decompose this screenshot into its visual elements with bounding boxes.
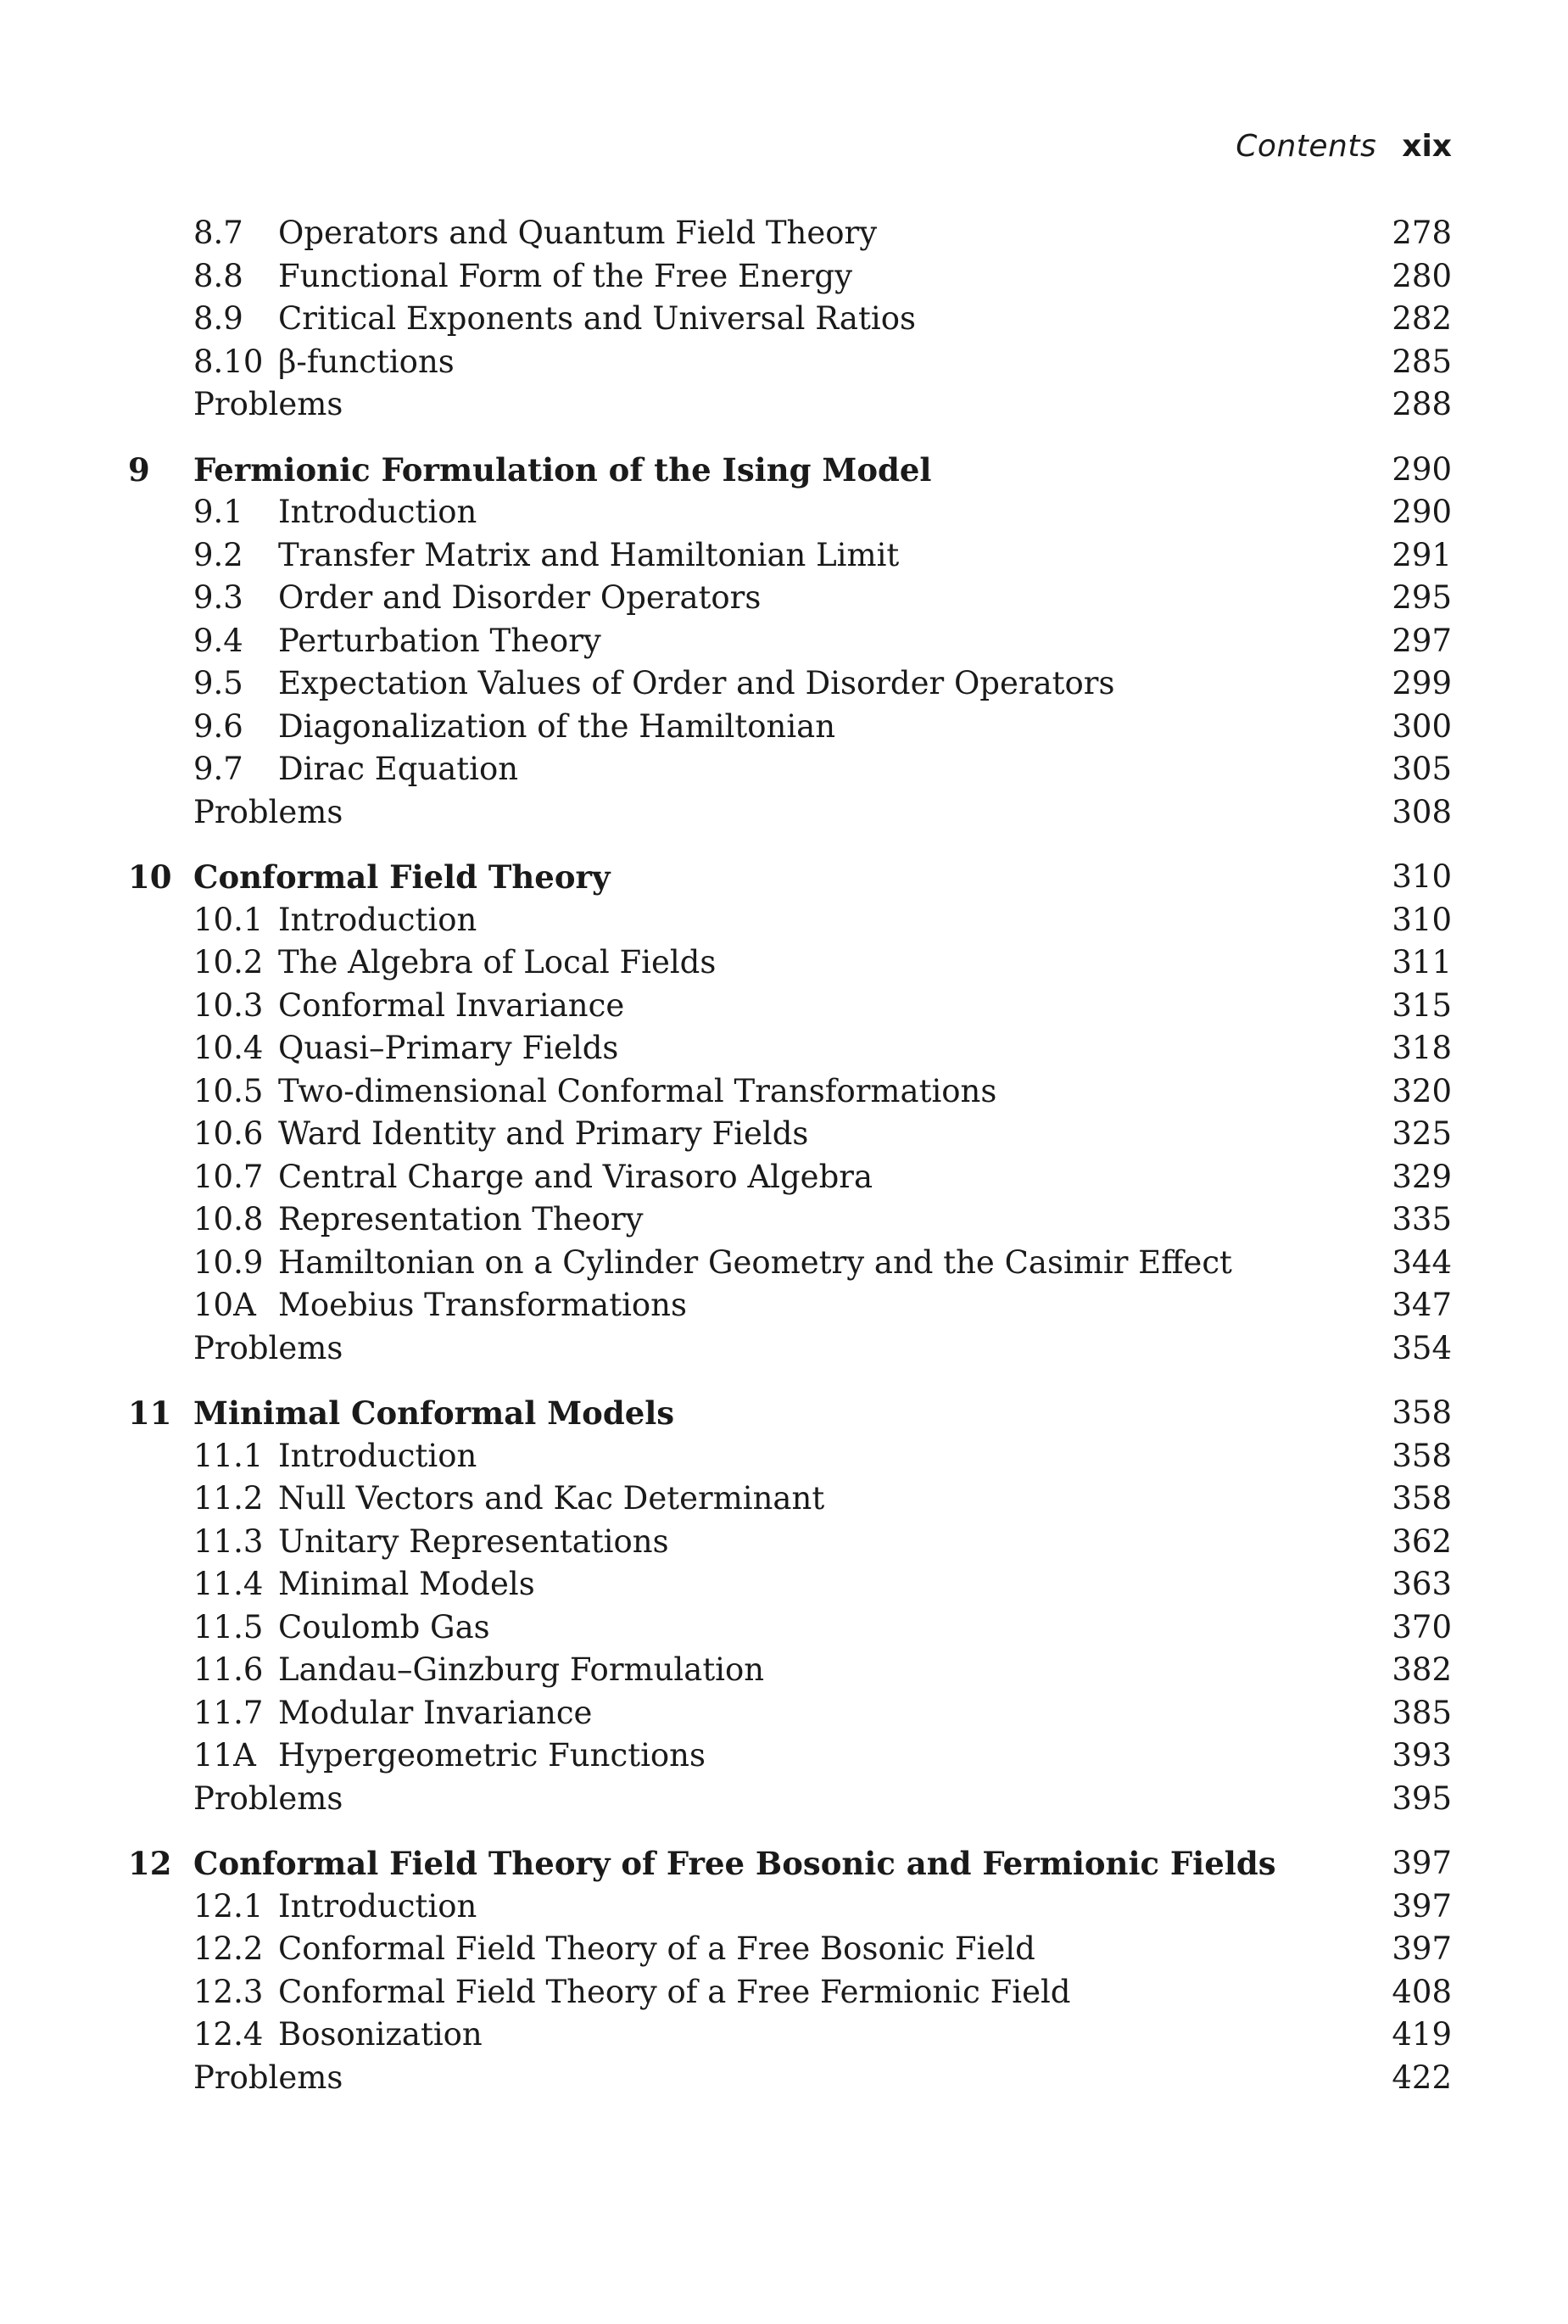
entry-page-number: 315: [1392, 986, 1452, 1024]
entry-page-number: 393: [1392, 1737, 1452, 1774]
entry-page-number: 335: [1392, 1201, 1452, 1237]
entry-page-number: 310: [1392, 901, 1452, 938]
problems-title: Problems: [193, 1779, 343, 1817]
toc-section-row[interactable]: [0, 1435, 1568, 1478]
problems-title: Problems: [193, 386, 343, 422]
chapter-number: 11: [128, 1394, 172, 1432]
toc-section-row[interactable]: [0, 1606, 1568, 1650]
section-number: 11.3: [193, 1522, 264, 1560]
entry-page-number: 318: [1392, 1030, 1452, 1066]
chapter-title: Conformal Field Theory of Free Bosonic and Fermionic Fields: [193, 1845, 1276, 1882]
toc-section-row[interactable]: [0, 1735, 1568, 1778]
entry-page-number: 419: [1392, 2016, 1452, 2053]
entry-page-number: 299: [1392, 665, 1452, 701]
section-title: Coulomb Gas: [278, 1608, 490, 1645]
toc-problems-row[interactable]: [0, 1327, 1568, 1371]
toc-section-row[interactable]: [0, 2014, 1568, 2057]
toc-section-row[interactable]: [0, 985, 1568, 1028]
entry-page-number: 344: [1392, 1243, 1452, 1281]
section-title: Ward Identity and Primary Fields: [278, 1115, 809, 1152]
entry-page-number: 310: [1392, 858, 1452, 895]
toc-section-row[interactable]: [0, 748, 1568, 791]
chapter-number: 12: [128, 1845, 172, 1882]
chapter-title: Fermionic Formulation of the Ising Model: [193, 450, 932, 489]
section-title: Transfer Matrix and Hamiltonian Limit: [278, 536, 900, 573]
entry-page-number: 370: [1392, 1608, 1452, 1645]
section-number: 11.6: [193, 1651, 264, 1688]
section-title: Landau–Ginzburg Formulation: [278, 1651, 765, 1688]
entry-page-number: 362: [1392, 1522, 1452, 1560]
entry-page-number: 311: [1392, 944, 1452, 980]
section-title: Moebius Transformations: [278, 1287, 687, 1323]
entry-page-number: 358: [1392, 1437, 1452, 1474]
toc-section-row[interactable]: [0, 1242, 1568, 1285]
section-title: Introduction: [278, 1887, 477, 1925]
entry-page-number: 329: [1392, 1158, 1452, 1195]
section-number: 9.2: [193, 536, 243, 573]
section-number: 9.7: [193, 751, 243, 787]
entry-page-number: 320: [1392, 1072, 1452, 1109]
toc-chapter-row[interactable]: [0, 1392, 1568, 1435]
section-title: Critical Exponents and Universal Ratios: [278, 300, 916, 337]
toc-section-row[interactable]: [0, 1198, 1568, 1242]
section-title: Diagonalization of the Hamiltonian: [278, 707, 836, 745]
section-number: 10.7: [193, 1158, 264, 1195]
entry-page-number: 408: [1392, 1973, 1452, 2010]
entry-page-number: 291: [1392, 536, 1452, 573]
section-title: Expectation Values of Order and Disorder Operators: [278, 665, 1115, 701]
section-title: Null Vectors and Kac Determinant: [278, 1480, 825, 1517]
entry-page-number: 300: [1392, 707, 1452, 745]
toc-section-row[interactable]: [0, 1928, 1568, 1971]
toc-section-row[interactable]: [0, 1070, 1568, 1114]
toc-section-row[interactable]: [0, 255, 1568, 299]
entry-page-number: 325: [1392, 1115, 1452, 1152]
section-number: 11.2: [193, 1480, 264, 1517]
section-number: 9.5: [193, 665, 243, 701]
section-title: Modular Invariance: [278, 1694, 593, 1731]
chapter-number: 10: [128, 858, 172, 896]
section-title: Central Charge and Virasoro Algebra: [278, 1158, 873, 1195]
entry-page-number: 290: [1392, 494, 1452, 530]
section-number: 9.4: [193, 622, 243, 659]
toc-section-row[interactable]: [0, 1649, 1568, 1692]
toc-chapter-row[interactable]: [0, 1842, 1568, 1885]
toc-problems-row[interactable]: [0, 383, 1568, 427]
toc-section-row[interactable]: [0, 1027, 1568, 1070]
toc-section-row[interactable]: [0, 298, 1568, 341]
section-title: Functional Form of the Free Energy: [278, 257, 852, 294]
toc-section-row[interactable]: [0, 1156, 1568, 1199]
entry-page-number: 395: [1392, 1779, 1452, 1817]
toc-section-row[interactable]: [0, 491, 1568, 534]
section-number: 10.2: [193, 944, 264, 980]
toc-section-row[interactable]: [0, 1113, 1568, 1156]
section-title: Conformal Field Theory of a Free Bosonic Field: [278, 1930, 1035, 1967]
entry-page-number: 397: [1392, 1887, 1452, 1925]
entry-page-number: 278: [1392, 215, 1452, 251]
entry-page-number: 285: [1392, 343, 1452, 380]
table-of-contents: [0, 212, 1568, 2099]
section-number: 8.10: [193, 343, 264, 380]
section-number: 10.1: [193, 901, 264, 938]
problems-title: Problems: [193, 2059, 343, 2096]
entry-page-number: 354: [1392, 1329, 1452, 1366]
toc-problems-row[interactable]: [0, 2057, 1568, 2100]
entry-page-number: 422: [1392, 2059, 1452, 2096]
chapter-number: 9: [128, 450, 150, 489]
section-number: 10.4: [193, 1030, 264, 1066]
toc-section-row[interactable]: [0, 534, 1568, 578]
toc-section-row[interactable]: [0, 212, 1568, 255]
toc-section-row[interactable]: [0, 1885, 1568, 1929]
entry-page-number: 297: [1392, 622, 1452, 659]
toc-section-row[interactable]: [0, 1971, 1568, 2014]
toc-section-row[interactable]: [0, 1563, 1568, 1606]
page-number: xix: [1402, 129, 1452, 164]
chapter-title: Conformal Field Theory: [193, 858, 611, 896]
section-number: 10.6: [193, 1115, 264, 1152]
section-number: 12.3: [193, 1973, 264, 2010]
toc-chapter-row[interactable]: [0, 856, 1568, 899]
entry-page-number: 295: [1392, 579, 1452, 616]
toc-chapter-row[interactable]: [0, 449, 1568, 492]
running-header: [1236, 126, 1452, 168]
section-number: 10.5: [193, 1072, 264, 1109]
entry-page-number: 282: [1392, 300, 1452, 337]
entry-page-number: 385: [1392, 1694, 1452, 1731]
problems-title: Problems: [193, 1329, 343, 1366]
toc-section-row[interactable]: [0, 620, 1568, 663]
toc-section-row[interactable]: [0, 941, 1568, 985]
section-title: Hypergeometric Functions: [278, 1737, 706, 1774]
entry-page-number: 290: [1392, 450, 1452, 488]
section-title: Perturbation Theory: [278, 622, 601, 659]
entry-page-number: 288: [1392, 386, 1452, 422]
toc-section-row[interactable]: [0, 577, 1568, 620]
section-number: 9.3: [193, 579, 243, 616]
section-title: Quasi–Primary Fields: [278, 1030, 619, 1066]
toc-section-row[interactable]: [0, 706, 1568, 749]
toc-section-row[interactable]: [0, 662, 1568, 706]
section-title: Operators and Quantum Field Theory: [278, 215, 878, 251]
chapter-title: Minimal Conformal Models: [193, 1394, 675, 1432]
section-title: Order and Disorder Operators: [278, 579, 762, 616]
toc-section-row[interactable]: [0, 1692, 1568, 1735]
section-number: 10.9: [193, 1243, 264, 1281]
section-title: Introduction: [278, 494, 477, 530]
entry-page-number: 358: [1392, 1480, 1452, 1517]
entry-page-number: 363: [1392, 1566, 1452, 1602]
section-number: 12.2: [193, 1930, 264, 1967]
section-number: 10A: [193, 1287, 256, 1323]
section-title: Representation Theory: [278, 1201, 644, 1237]
section-number: 11.1: [193, 1437, 264, 1474]
section-title: Unitary Representations: [278, 1522, 669, 1560]
section-number: 8.9: [193, 300, 243, 337]
entry-page-number: 308: [1392, 793, 1452, 830]
section-title: Introduction: [278, 1437, 477, 1474]
section-number: 8.7: [193, 215, 243, 251]
section-title: Two-dimensional Conformal Transformations: [278, 1072, 997, 1109]
section-number: 9.6: [193, 707, 243, 745]
toc-section-row[interactable]: [0, 899, 1568, 942]
section-number: 11.5: [193, 1608, 264, 1645]
section-title: Introduction: [278, 901, 477, 938]
entry-page-number: 397: [1392, 1845, 1452, 1881]
section-title: Minimal Models: [278, 1566, 535, 1602]
section-number: 12.4: [193, 2016, 264, 2053]
entry-page-number: 397: [1392, 1930, 1452, 1967]
entry-page-number: 280: [1392, 257, 1452, 294]
entry-page-number: 382: [1392, 1651, 1452, 1688]
section-title: β-functions: [278, 343, 455, 380]
toc-problems-row[interactable]: [0, 1778, 1568, 1821]
section-title: The Algebra of Local Fields: [278, 944, 717, 980]
section-number: 8.8: [193, 257, 243, 294]
section-title: Bosonization: [278, 2016, 483, 2053]
toc-section-row[interactable]: [0, 1478, 1568, 1521]
problems-title: Problems: [193, 793, 343, 830]
section-number: 11.4: [193, 1566, 264, 1602]
section-number: 9.1: [193, 494, 243, 530]
section-number: 12.1: [193, 1887, 264, 1925]
entry-page-number: 358: [1392, 1394, 1452, 1431]
section-number: 11.7: [193, 1694, 264, 1731]
section-number: 10.8: [193, 1201, 264, 1237]
section-number: 10.3: [193, 986, 264, 1024]
entry-page-number: 305: [1392, 751, 1452, 787]
running-header-title: Contents: [1236, 129, 1377, 164]
section-title: Conformal Invariance: [278, 986, 625, 1024]
section-number: 11A: [193, 1737, 256, 1774]
section-title: Conformal Field Theory of a Free Fermionic Field: [278, 1973, 1071, 2010]
toc-problems-row[interactable]: [0, 791, 1568, 835]
section-title: Hamiltonian on a Cylinder Geometry and the Casimir Effect: [278, 1243, 1232, 1281]
toc-section-row[interactable]: [0, 1284, 1568, 1327]
section-title: Dirac Equation: [278, 751, 519, 787]
toc-section-row[interactable]: [0, 1521, 1568, 1564]
toc-section-row[interactable]: [0, 341, 1568, 384]
entry-page-number: 347: [1392, 1287, 1452, 1323]
